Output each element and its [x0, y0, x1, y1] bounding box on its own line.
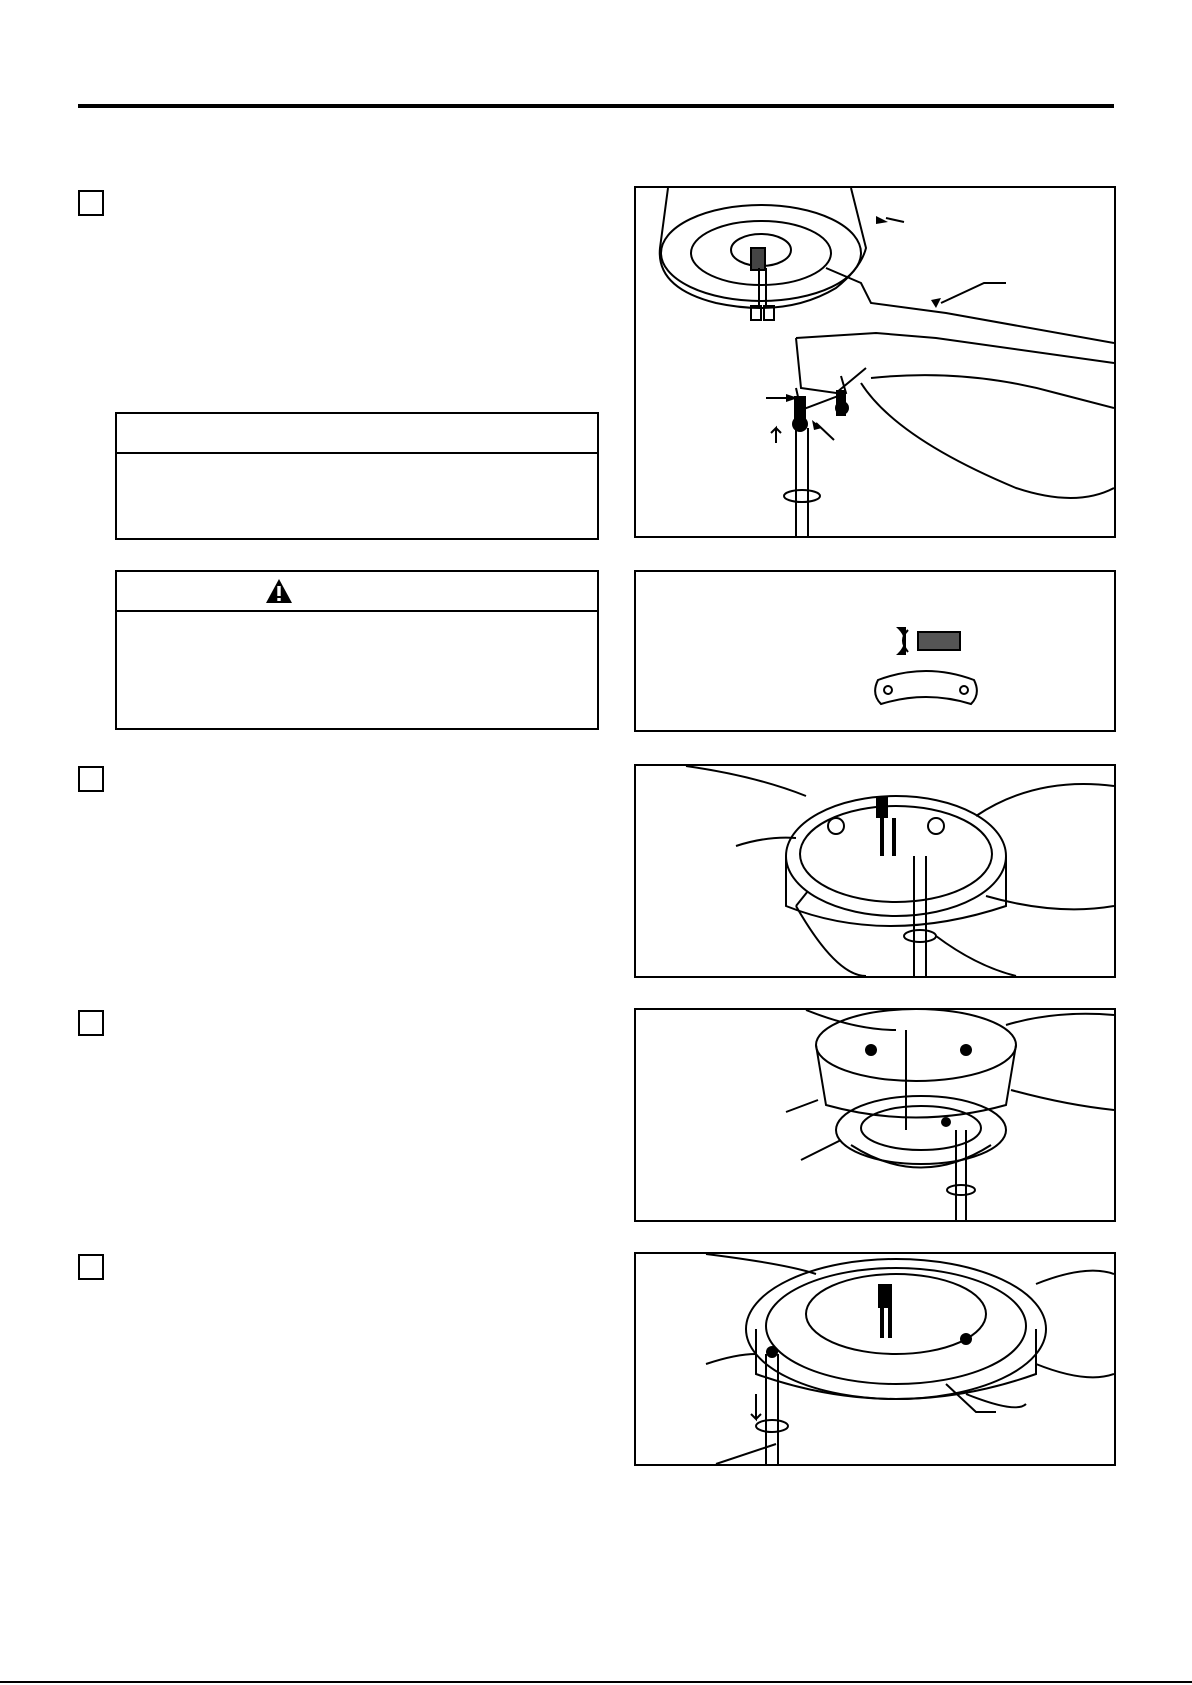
- figure-plate-install: [634, 1252, 1116, 1466]
- top-rule: [78, 104, 1114, 108]
- blade-mount-illustration: [636, 188, 1114, 536]
- note-header: [117, 414, 597, 454]
- bottom-rule: [0, 1681, 1192, 1683]
- note-box: [115, 412, 599, 540]
- step-3-box: [78, 1010, 104, 1036]
- housing-screws-illustration: [636, 766, 1114, 976]
- plate-install-illustration: [636, 1254, 1114, 1464]
- step-1-box: [78, 190, 104, 216]
- figure-hardware: [634, 570, 1116, 732]
- hardware-illustration: [636, 572, 1114, 730]
- figure-housing-screws: [634, 764, 1116, 978]
- warning-box: [115, 570, 599, 730]
- plate-removal-illustration: [636, 1010, 1114, 1220]
- warning-triangle-icon: [265, 578, 293, 604]
- step-4-box: [78, 1254, 104, 1280]
- figure-blade-mount: [634, 186, 1116, 538]
- warning-header: [117, 572, 597, 612]
- figure-plate-removal: [634, 1008, 1116, 1222]
- step-2-box: [78, 766, 104, 792]
